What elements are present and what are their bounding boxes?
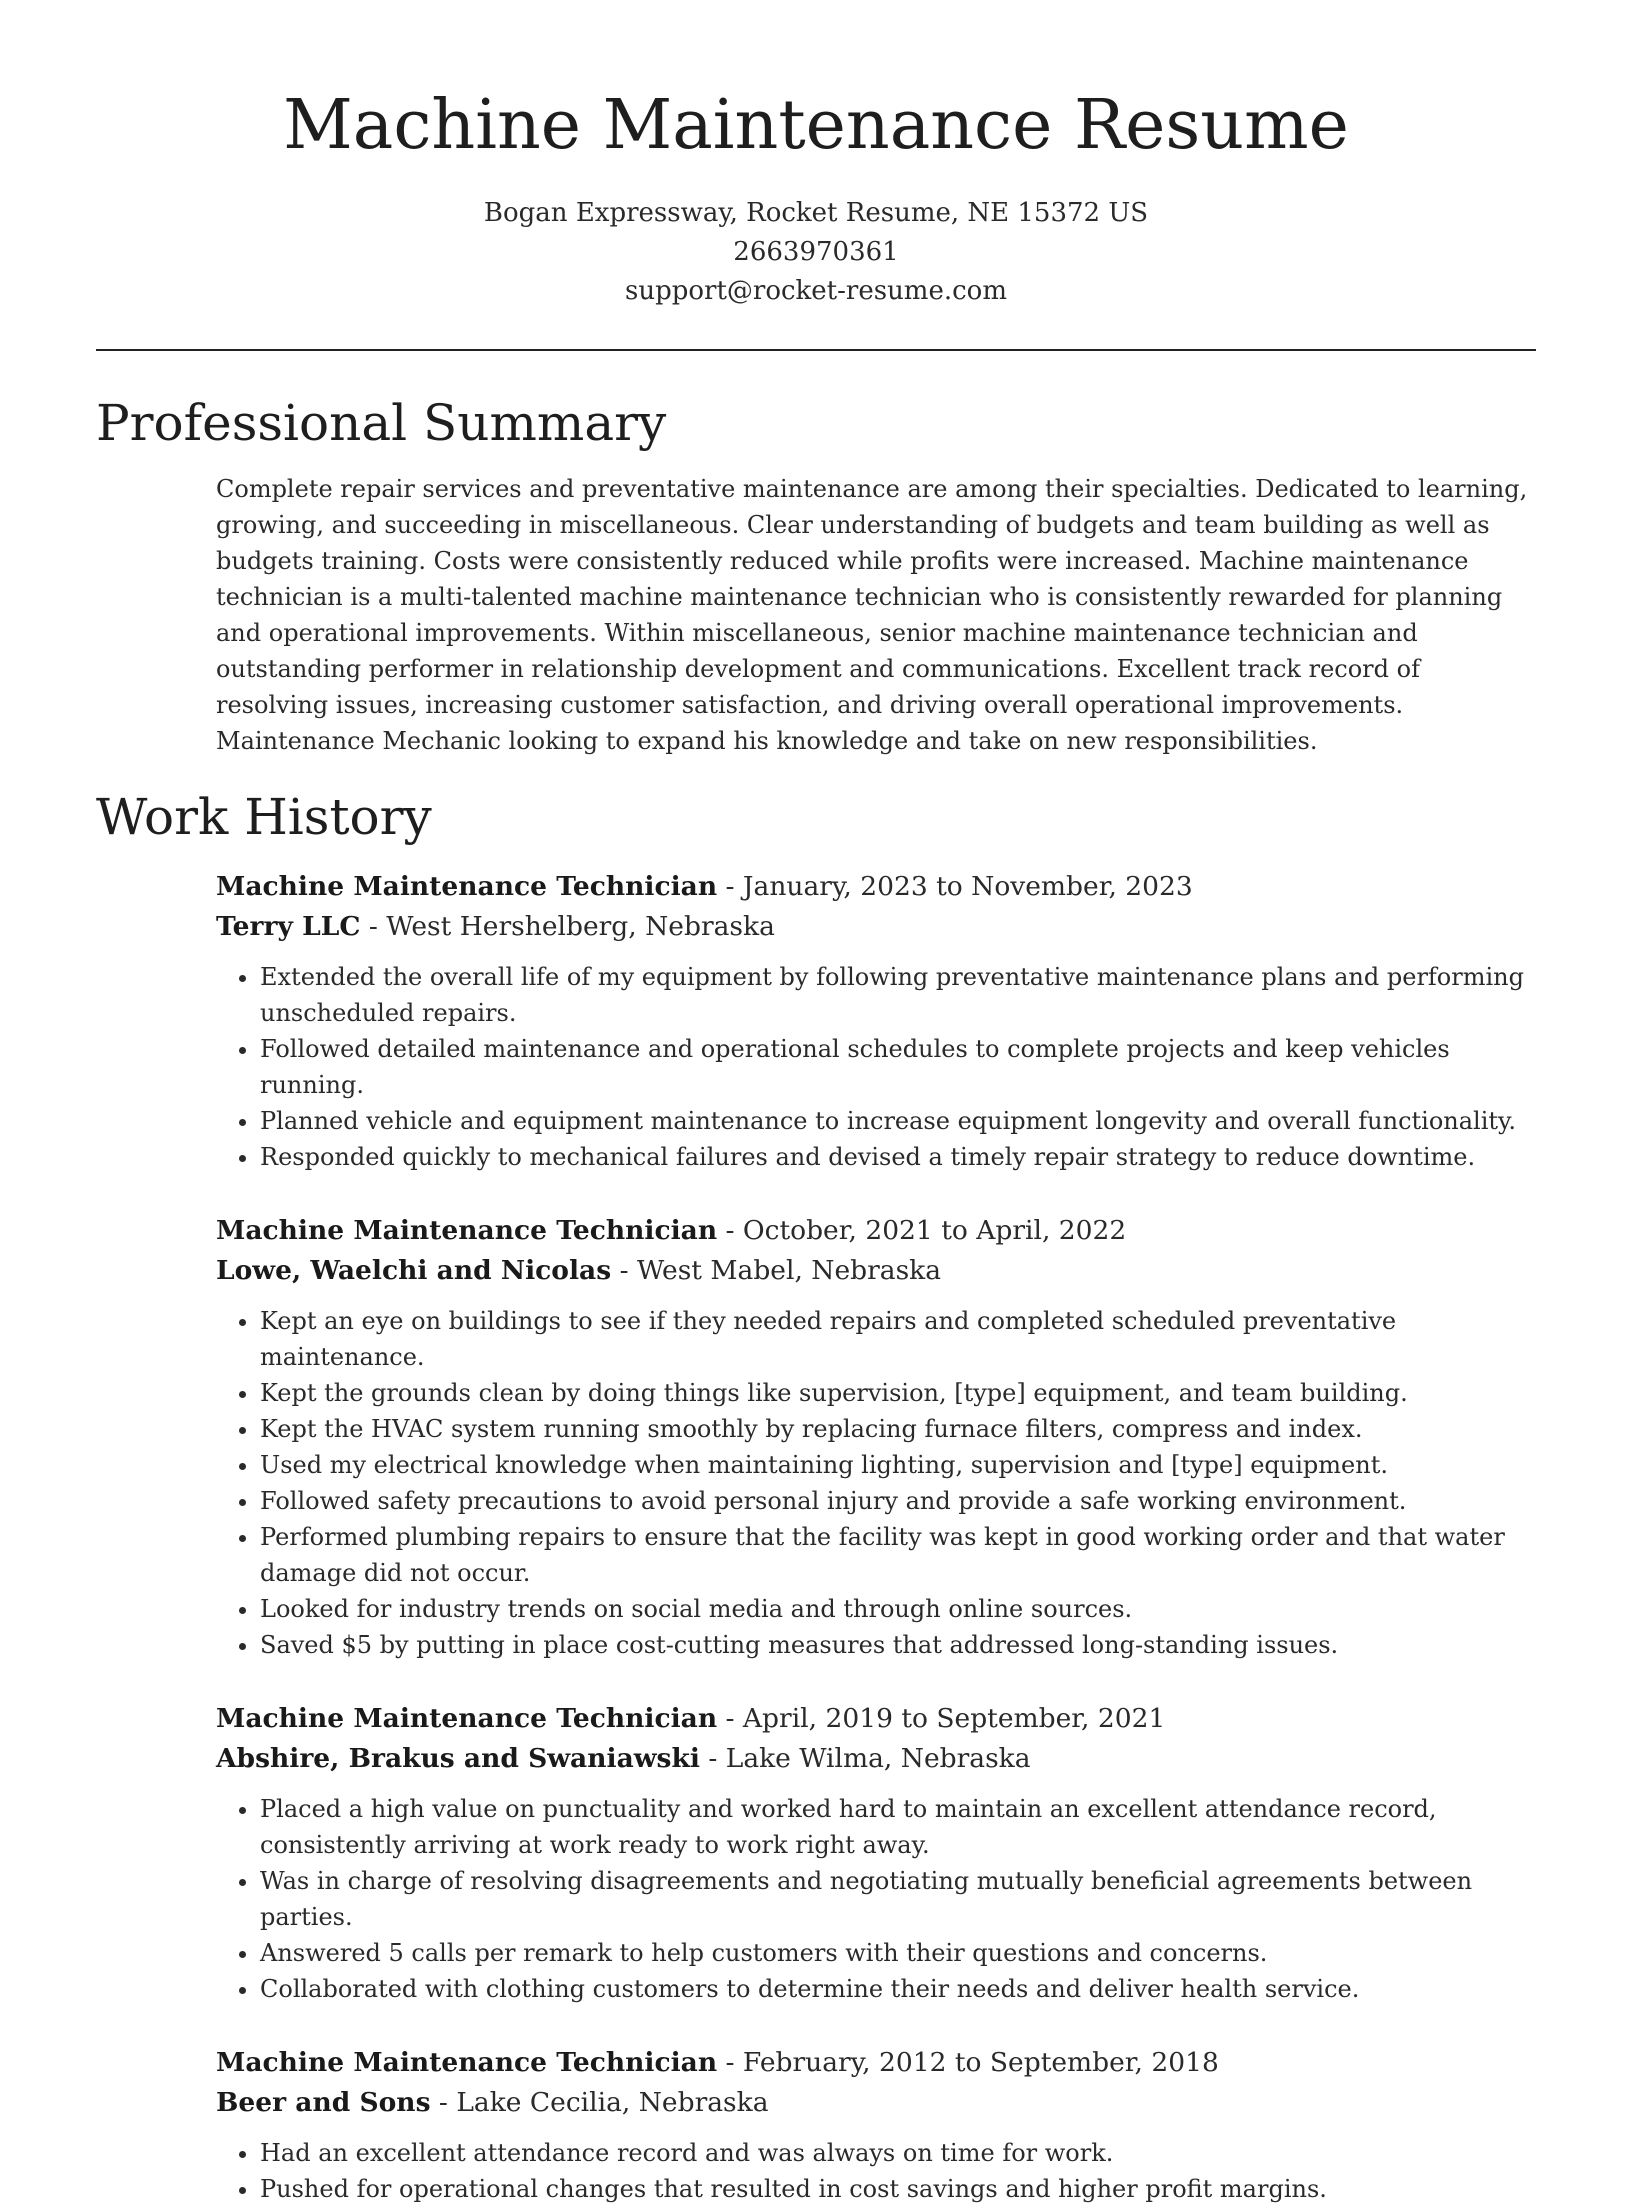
job-bullets [216, 1791, 1536, 2007]
separator: - [717, 1215, 743, 1246]
job-bullets [216, 1303, 1536, 1663]
job-bullets [216, 959, 1536, 1175]
job-entry [216, 2043, 1536, 2207]
job-bullet: • Pushed for operational changes that resulted in cost savings and higher profit margins. [260, 2171, 1536, 2207]
separator: - [430, 2087, 457, 2118]
job-entry [216, 1699, 1536, 2007]
job-bullet: • Looked for industry trends on social media and through online sources. [260, 1591, 1536, 1627]
job-role: Machine Maintenance Technician [216, 1215, 718, 1246]
job-company-line [216, 1739, 1536, 1779]
job-bullet: • Followed safety precautions to avoid personal injury and provide a safe working environment. [260, 1483, 1536, 1519]
job-bullet: • Followed detailed maintenance and operational schedules to complete projects and keep vehicles running. [260, 1031, 1536, 1103]
job-role: Machine Maintenance Technician [216, 871, 718, 902]
job-company: Abshire, Brakus and Swaniawski [216, 1743, 700, 1774]
job-bullets [216, 2135, 1536, 2207]
contact-block [96, 194, 1536, 311]
contact-email: support@rocket-resume.com [624, 276, 1007, 306]
job-dates: January, 2023 to November, 2023 [742, 871, 1193, 902]
job-bullet: • Responded quickly to mechanical failures and devised a timely repair strategy to reduce downtime. [260, 1139, 1536, 1175]
separator: - [717, 1703, 743, 1734]
job-location: West Mabel, Nebraska [636, 1255, 942, 1286]
job-bullet: • Performed plumbing repairs to ensure that the facility was kept in good working order and that water damage did not occur. [260, 1519, 1536, 1591]
job-role: Machine Maintenance Technician [216, 1703, 718, 1734]
job-entry [216, 867, 1536, 1175]
separator: - [717, 871, 743, 902]
contact-phone: 2663970361 [733, 237, 899, 267]
job-bullet: • Kept the HVAC system running smoothly by replacing furnace filters, compress and index. [260, 1411, 1536, 1447]
job-bullet: • Saved $5 by putting in place cost-cutting measures that addressed long-standing issues. [260, 1627, 1536, 1663]
work-history-list [216, 867, 1536, 2207]
job-bullet: • Was in charge of resolving disagreements and negotiating mutually beneficial agreements between parties. [260, 1863, 1536, 1935]
job-bullet: • Placed a high value on punctuality and worked hard to maintain an excellent attendance record, consistently arriving at work ready to work right away. [260, 1791, 1536, 1863]
job-bullet: • Collaborated with clothing customers to determine their needs and deliver health service. [260, 1971, 1536, 2007]
job-dates: October, 2021 to April, 2022 [742, 1215, 1127, 1246]
job-title-line [216, 1211, 1536, 1251]
separator: - [611, 1255, 637, 1286]
job-bullet: • Kept an eye on buildings to see if they needed repairs and completed scheduled preventative maintenance. [260, 1303, 1536, 1375]
separator: - [360, 911, 387, 942]
job-dates: February, 2012 to September, 2018 [742, 2047, 1219, 2078]
job-bullet: • Had an excellent attendance record and was always on time for work. [260, 2135, 1536, 2171]
job-title-line [216, 867, 1536, 907]
job-location: Lake Cecilia, Nebraska [456, 2087, 769, 2118]
job-title-line [216, 1699, 1536, 1739]
separator: - [699, 1743, 726, 1774]
job-company: Terry LLC [216, 911, 361, 942]
contact-address: Bogan Expressway, Rocket Resume, NE 15372 US [483, 198, 1149, 228]
separator: - [717, 2047, 743, 2078]
job-location: West Hershelberg, Nebraska [386, 911, 775, 942]
job-bullet: • Answered 5 calls per remark to help customers with their questions and concerns. [260, 1935, 1536, 1971]
job-company: Beer and Sons [216, 2087, 431, 2118]
job-title-line [216, 2043, 1536, 2083]
summary-heading: Professional Summary [96, 394, 667, 452]
job-location: Lake Wilma, Nebraska [725, 1743, 1031, 1774]
job-bullet: • Used my electrical knowledge when maintaining lighting, supervision and [type] equipment. [260, 1447, 1536, 1483]
job-entry [216, 1211, 1536, 1663]
job-bullet: • Extended the overall life of my equipment by following preventative maintenance plans and performing unscheduled repairs. [260, 959, 1536, 1031]
job-bullet: • Planned vehicle and equipment maintenance to increase equipment longevity and overall functionality. [260, 1103, 1536, 1139]
work-history-heading: Work History [96, 788, 432, 846]
resume-title: Machine Maintenance Resume [283, 86, 1349, 165]
job-company-line [216, 907, 1536, 947]
resume-header [96, 0, 1536, 311]
header-divider [96, 349, 1536, 351]
job-bullet: • Kept the grounds clean by doing things like supervision, [type] equipment, and team building. [260, 1375, 1536, 1411]
job-dates: April, 2019 to September, 2021 [742, 1703, 1166, 1734]
summary-text: Complete repair services and preventative maintenance are among their specialties. Dedicated to learning, growing, and succeeding in miscellaneous. Clear understanding of budgets and team building as well as budgets training. Costs were consistently reduced while profits were increased. Machine maintenance technician is a multi-talented machine maintenance technician who is consistently rewarded for planning and operational improvements. Within miscellaneous, senior machine maintenance technician and outstanding performer in relationship development and communications. Excellent track record of resolving issues, increasing customer satisfaction, and driving overall operational improvements. Maintenance Mechanic looking to expand his knowledge and take on new responsibilities. [216, 475, 1528, 755]
job-company-line [216, 2083, 1536, 2123]
resume-page [96, 0, 1536, 2203]
job-role: Machine Maintenance Technician [216, 2047, 718, 2078]
job-company: Lowe, Waelchi and Nicolas [216, 1255, 612, 1286]
job-company-line [216, 1251, 1536, 1291]
